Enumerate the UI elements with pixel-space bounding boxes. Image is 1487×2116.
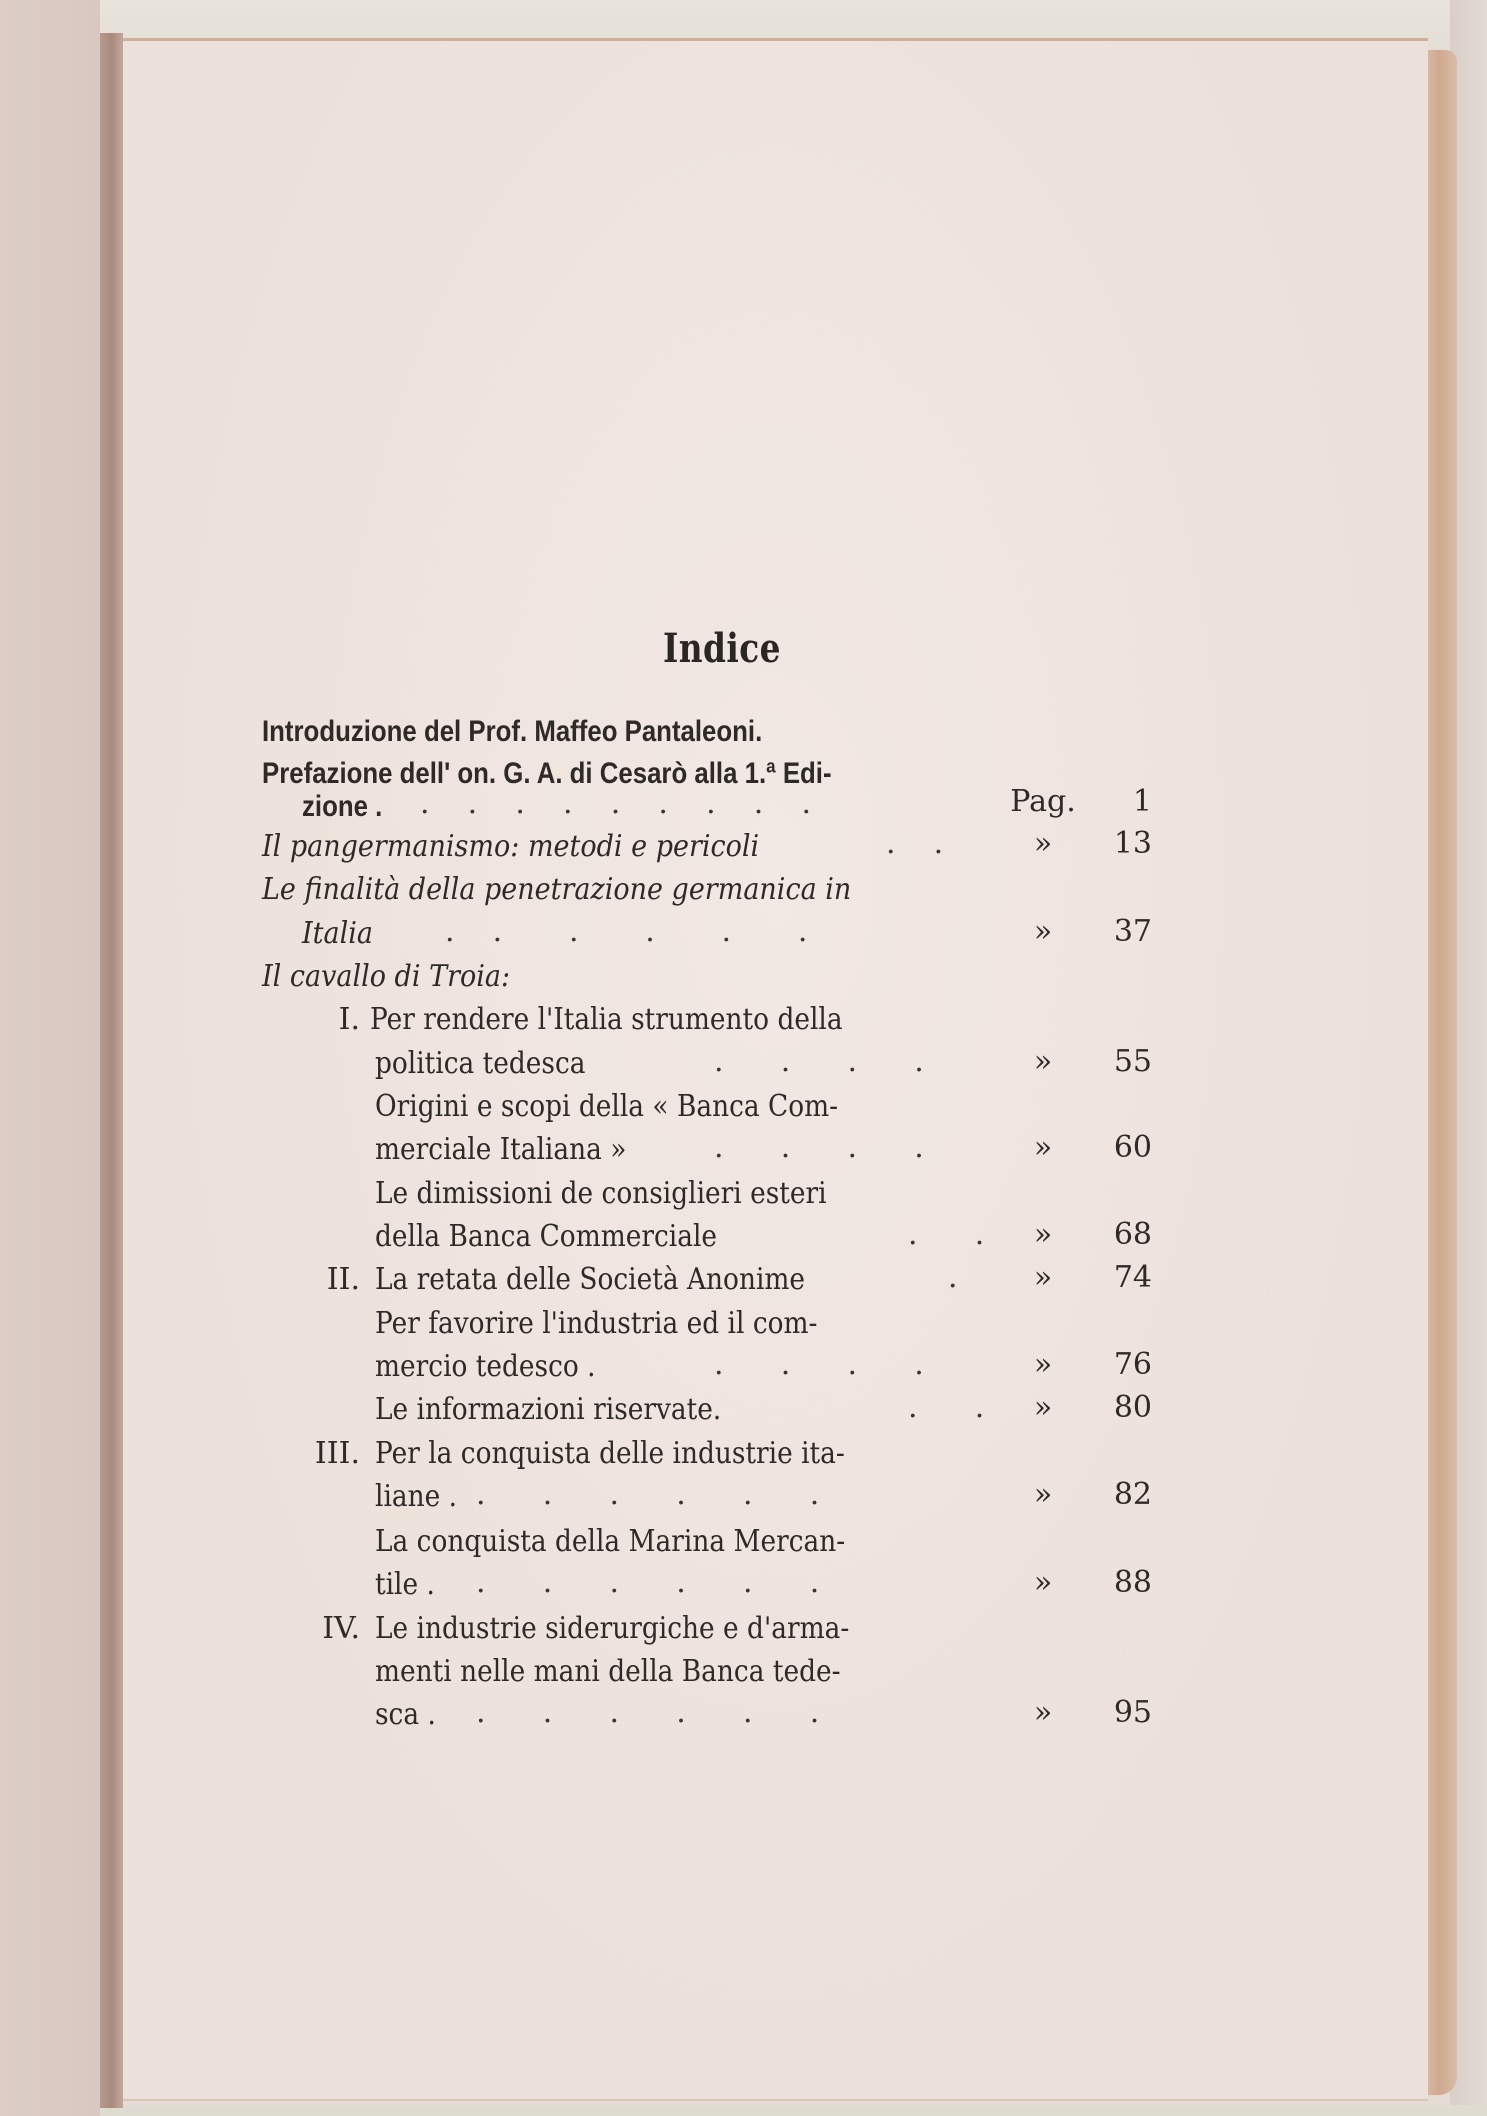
toc-section-cavallo-di-troia: Il cavallo di Troia: (262, 959, 511, 994)
dot-leader: . . . . . . (476, 1477, 820, 1512)
dot-leader: . . . . . . (445, 914, 808, 949)
dot-leader: . . (908, 1390, 985, 1425)
dot-leader: . (948, 1260, 958, 1295)
page-number: 60 (1113, 1130, 1152, 1165)
page-number: 76 (1113, 1347, 1152, 1382)
toc-entry-finalita-line2: Italia (302, 916, 373, 951)
page-label: Pag. (1010, 784, 1076, 819)
toc-entry-chapter-3-line2: liane . (375, 1479, 458, 1514)
dot-leader: . . . . (714, 1347, 924, 1382)
toc-entry-prefazione-line1: Prefazione dell' on. G. A. di Cesarò alla 1.ª Edi- (262, 757, 832, 790)
toc-entry-pangermanismo: Il pangermanismo: metodi e pericoli (262, 829, 760, 864)
toc-entry-marina-line1: La conquista della Marina Mercan- (375, 1524, 846, 1559)
dot-leader: . . (886, 826, 944, 861)
ditto-mark: » (1033, 1477, 1053, 1512)
chapter-numeral: IV. (322, 1611, 360, 1646)
dot-leader: . . . . (714, 1044, 924, 1079)
page-number: 55 (1113, 1044, 1152, 1079)
page-title: Indice (663, 625, 781, 672)
toc-entry-dimissioni-line2: della Banca Commerciale (375, 1219, 718, 1254)
toc-entry-chapter-3-line1: Per la conquista delle industrie ita- (375, 1436, 845, 1471)
ditto-mark: » (1033, 1695, 1053, 1730)
ditto-mark: » (1033, 1260, 1053, 1295)
toc-entry-favorire-line1: Per favorire l'industria ed il com- (375, 1306, 818, 1341)
page-number: 95 (1113, 1695, 1152, 1730)
dot-leader: . . . . . . . . . (420, 786, 811, 821)
ditto-mark: » (1033, 1130, 1053, 1165)
toc-entry-introduzione: Introduzione del Prof. Maffeo Pantaleoni. (262, 715, 763, 748)
toc-entry-favorire-line2: mercio tedesco . (375, 1349, 596, 1384)
ditto-mark: » (1033, 826, 1053, 861)
ditto-mark: » (1033, 1347, 1053, 1382)
toc-entry-informazioni: Le informazioni riservate. (375, 1392, 722, 1427)
page-number: 68 (1113, 1217, 1152, 1252)
chapter-numeral: II. (326, 1262, 360, 1297)
toc-entry-origini-line1: Origini e scopi della « Banca Com- (375, 1089, 839, 1124)
dot-leader: . . . . (714, 1130, 924, 1165)
toc-entry-origini-line2: merciale Italiana » (375, 1132, 627, 1167)
page-number: 13 (1113, 826, 1152, 861)
dot-leader: . . (908, 1217, 985, 1252)
page-number: 82 (1113, 1477, 1152, 1512)
page-number: 37 (1113, 914, 1152, 949)
ditto-mark: » (1033, 1565, 1053, 1600)
page-number: 74 (1113, 1260, 1152, 1295)
toc-entry-chapter-4-line2: menti nelle mani della Banca tede- (375, 1654, 841, 1689)
ditto-mark: » (1033, 914, 1053, 949)
toc-entry-chapter-1-line2: politica tedesca (375, 1046, 586, 1081)
ditto-mark: » (1033, 1044, 1053, 1079)
toc-entry-chapter-4-line3: sca . (375, 1697, 436, 1732)
chapter-numeral: III. (314, 1436, 360, 1471)
page-number: 80 (1113, 1390, 1152, 1425)
chapter-numeral: I. (338, 1002, 360, 1037)
toc-entry-chapter-4-line1: Le industrie siderurgiche e d'arma- (375, 1611, 850, 1646)
toc-entry-finalita-line1: Le finalità della penetrazione germanica in (262, 872, 852, 907)
toc-entry-prefazione-line2: zione . (302, 790, 383, 823)
dot-leader: . . . . . . (476, 1695, 820, 1730)
toc-entry-dimissioni-line1: Le dimissioni de consiglieri esteri (375, 1176, 827, 1211)
dot-leader: . . . . . . (476, 1565, 820, 1600)
ditto-mark: » (1033, 1390, 1053, 1425)
ditto-mark: » (1033, 1217, 1053, 1252)
page-number: 88 (1113, 1565, 1152, 1600)
toc-entry-chapter-2: La retata delle Società Anonime (375, 1262, 806, 1297)
page-number: 1 (1132, 784, 1152, 819)
toc-entry-chapter-1-line1: Per rendere l'Italia strumento della (370, 1002, 843, 1037)
toc-entry-marina-line2: tile . (375, 1567, 435, 1602)
